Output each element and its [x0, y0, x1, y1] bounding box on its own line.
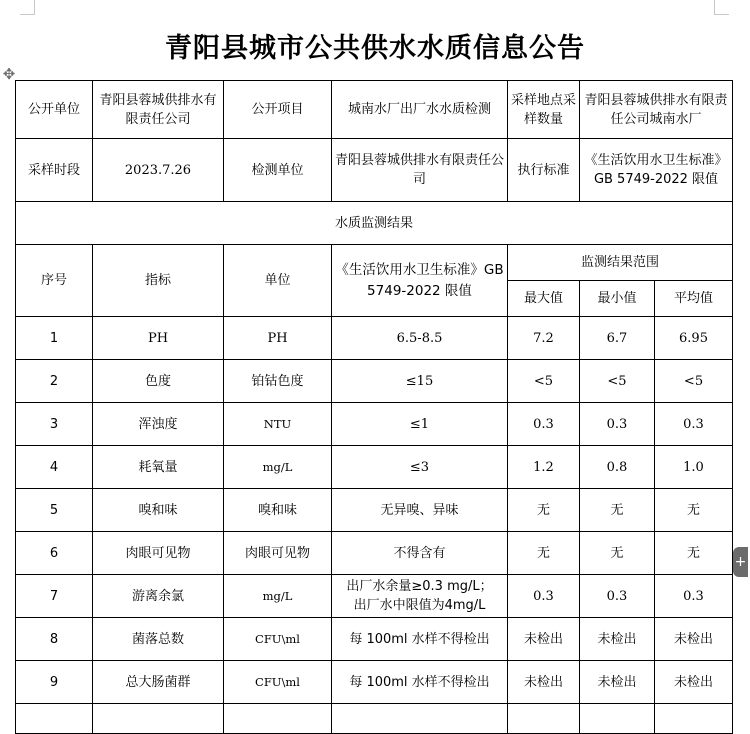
table-row	[16, 317, 733, 360]
value-public-unit: 青阳县蓉城供排水有限责任公司	[93, 81, 224, 139]
table-row	[16, 403, 733, 446]
cell-indicator: 游离余氯	[93, 575, 224, 618]
cell-seq: 9	[16, 661, 93, 704]
cell-min: 未检出	[580, 618, 655, 661]
header-indicator: 指标	[93, 245, 224, 317]
value-testing-unit: 青阳县蓉城供排水有限责任公司	[332, 139, 508, 202]
cell-unit: NTU	[224, 403, 332, 446]
table-row	[16, 446, 733, 489]
value-standard: 《生活饮用水卫生标准》GB 5749-2022 限值	[580, 139, 733, 202]
label-sampling-time: 采样时段	[16, 139, 93, 202]
table-row	[16, 661, 733, 704]
cell-limit: ≤3	[332, 446, 508, 489]
cell-max: 无	[508, 532, 580, 575]
cell-seq: 7	[16, 575, 93, 618]
cell-avg: 1.0	[655, 446, 733, 489]
page-corner-mark-left	[20, 0, 35, 15]
header-unit: 单位	[224, 245, 332, 317]
cell-limit: 每 100ml 水样不得检出	[332, 618, 508, 661]
label-standard: 执行标准	[508, 139, 580, 202]
table-move-handle-icon[interactable]: ✥	[2, 65, 16, 83]
cell-min: <5	[580, 360, 655, 403]
section-title: 水质监测结果	[16, 202, 733, 245]
cell-limit: ≤15	[332, 360, 508, 403]
table-row	[16, 618, 733, 661]
label-public-unit: 公开单位	[16, 81, 93, 139]
cell-avg	[655, 704, 733, 734]
header-row-1	[16, 245, 733, 281]
table-row	[16, 575, 733, 618]
cell-unit: PH	[224, 317, 332, 360]
cell-unit: mg/L	[224, 446, 332, 489]
cell-unit	[224, 704, 332, 734]
cell-min: 无	[580, 532, 655, 575]
cell-indicator: 色度	[93, 360, 224, 403]
cell-max: 未检出	[508, 661, 580, 704]
cell-limit-line-1: 出厂水余量≥0.3 mg/L；	[346, 579, 493, 594]
value-sampling-site: 青阳县蓉城供排水有限责任公司城南水厂	[580, 81, 733, 139]
cell-indicator: PH	[93, 317, 224, 360]
table-row	[16, 532, 733, 575]
page-corner-mark-right	[714, 0, 729, 15]
cell-limit: 每 100ml 水样不得检出	[332, 661, 508, 704]
add-row-handle-icon[interactable]: +	[733, 547, 748, 577]
cell-indicator	[93, 704, 224, 734]
cell-limit	[332, 704, 508, 734]
value-sampling-time: 2023.7.26	[93, 139, 224, 202]
cell-min: 0.8	[580, 446, 655, 489]
cell-max: 7.2	[508, 317, 580, 360]
cell-min: 0.3	[580, 575, 655, 618]
section-title-row	[16, 202, 733, 245]
header-result-range: 监测结果范围	[508, 245, 733, 281]
cell-seq: 2	[16, 360, 93, 403]
table-row	[16, 489, 733, 532]
cell-max: 0.3	[508, 575, 580, 618]
cell-seq: 4	[16, 446, 93, 489]
cell-avg: 0.3	[655, 575, 733, 618]
label-testing-unit: 检测单位	[224, 139, 332, 202]
cell-indicator: 耗氧量	[93, 446, 224, 489]
cell-limit: 无异嗅、异味	[332, 489, 508, 532]
cell-max: 未检出	[508, 618, 580, 661]
cell-indicator: 菌落总数	[93, 618, 224, 661]
cell-seq: 3	[16, 403, 93, 446]
cell-avg: <5	[655, 360, 733, 403]
cell-unit: 嗅和味	[224, 489, 332, 532]
cell-max	[508, 704, 580, 734]
cell-unit: mg/L	[224, 575, 332, 618]
cell-min: 6.7	[580, 317, 655, 360]
cell-avg: 无	[655, 489, 733, 532]
cell-min: 无	[580, 489, 655, 532]
cell-seq: 5	[16, 489, 93, 532]
cell-indicator: 嗅和味	[93, 489, 224, 532]
cell-max: <5	[508, 360, 580, 403]
header-min: 最小值	[580, 281, 655, 317]
cell-indicator: 总大肠菌群	[93, 661, 224, 704]
header-avg: 平均值	[655, 281, 733, 317]
header-limit: 《生活饮用水卫生标准》GB 5749-2022 限值	[332, 245, 508, 317]
cell-max: 0.3	[508, 403, 580, 446]
cell-unit: CFU\ml	[224, 661, 332, 704]
cell-avg: 未检出	[655, 661, 733, 704]
cell-limit-line-2: 出厂水中限值为4mg/L	[353, 598, 486, 613]
cell-seq	[16, 704, 93, 734]
cell-unit: 铂钴色度	[224, 360, 332, 403]
header-seq: 序号	[16, 245, 93, 317]
cell-avg: 6.95	[655, 317, 733, 360]
cell-unit: CFU\ml	[224, 618, 332, 661]
cell-avg: 无	[655, 532, 733, 575]
table-row	[16, 704, 733, 734]
cell-max: 1.2	[508, 446, 580, 489]
cell-max: 无	[508, 489, 580, 532]
cell-avg: 未检出	[655, 618, 733, 661]
cell-limit	[332, 575, 508, 618]
info-row-2	[16, 139, 733, 202]
cell-limit: 不得含有	[332, 532, 508, 575]
label-sampling-site: 采样地点采样数量	[508, 81, 580, 139]
info-row-1	[16, 81, 733, 139]
cell-limit: ≤1	[332, 403, 508, 446]
cell-seq: 6	[16, 532, 93, 575]
cell-min: 0.3	[580, 403, 655, 446]
cell-unit: 肉眼可见物	[224, 532, 332, 575]
value-public-item: 城南水厂出厂水水质检测	[332, 81, 508, 139]
water-quality-table	[15, 80, 733, 734]
header-max: 最大值	[508, 281, 580, 317]
table-row	[16, 360, 733, 403]
label-public-item: 公开项目	[224, 81, 332, 139]
cell-limit: 6.5-8.5	[332, 317, 508, 360]
cell-indicator: 肉眼可见物	[93, 532, 224, 575]
cell-avg: 0.3	[655, 403, 733, 446]
page-title: 青阳县城市公共供水水质信息公告	[165, 33, 585, 64]
cell-indicator: 浑浊度	[93, 403, 224, 446]
cell-seq: 1	[16, 317, 93, 360]
cell-seq: 8	[16, 618, 93, 661]
cell-min: 未检出	[580, 661, 655, 704]
cell-min	[580, 704, 655, 734]
